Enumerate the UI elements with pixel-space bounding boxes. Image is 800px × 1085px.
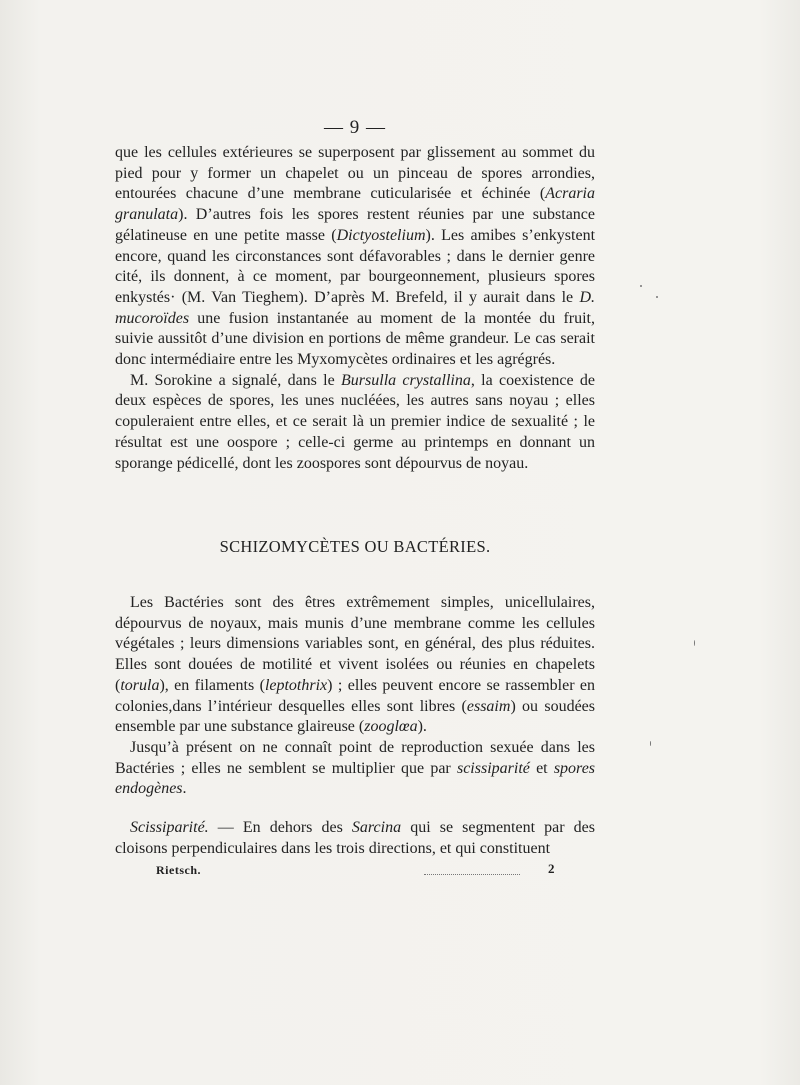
sheet-number: 2 (548, 861, 555, 876)
margin-speck (650, 741, 651, 746)
paragraph (115, 738, 595, 800)
text-run: ) ou soudées ensemble par une substance glaireuse ( (115, 697, 595, 736)
italic-text: Bursulla crystallina (341, 371, 471, 389)
margin-speck (640, 285, 642, 287)
text-run: qui se segmentent par des cloisons perpendiculaires dans les trois directions, et qui constituent (115, 819, 595, 857)
text-run: Jusqu’à présent on ne connaît point de reproduction sexuée dans les Bactéries ; elles ne semblent se multiplier que par (115, 738, 595, 777)
text-block-bottom (115, 818, 595, 859)
italic-text: Sarcina (351, 819, 402, 836)
text-run: et (529, 759, 554, 777)
text-run: ), en filaments ( (159, 676, 265, 694)
text-run: ). Les amibes s’enkystent encore, quand les circonstances sont défavorables ; dans le dernier genre cité, ils donnent, à ce moment, par bourgeonnement, plusieurs spores enkystés· (M. Van Tieghem). D’après M. Brefeld, il y aurait dans le (115, 226, 596, 306)
section-heading: SCHIZOMYCÈTES OU BACTÉRIES. (219, 537, 491, 556)
text-run: une fusion instantanée au moment de la montée du fruit, suivie aussitôt d’une division en portions de même grandeur. Le cas serait donc intermédiaire entre les Myxomycètes ordinaires et les agrégrés. (115, 309, 595, 369)
italic-text: leptothrix (264, 676, 328, 694)
text-run: , la coexistence de deux espèces de spores, les unes nucléées, les autres sans noyau ; elles copuleraient entre elles, et ce serait là un premier indice de sexualité ; le résultat est une oospore ; celle-ci germe au printemps en donnant un sporange pédicellé, dont les zoospores sont dépourvus de noyau. (115, 371, 595, 472)
text-run: M. Sorokine a signalé, dans le (130, 371, 342, 389)
margin-speck (656, 296, 658, 298)
text-run: Les Bactéries sont des êtres extrêmement simples, unicellulaires, dépourvus de noyaux, mais munis d’une membrane comme les cellules végétales ; leurs dimensions variables sont, en général, des plus réduites. Elles sont douées de motilité et vivent isolées ou réunies en chapelets ( (115, 594, 595, 694)
page-number: — 9 — (324, 117, 386, 138)
italic-text: Dictyostelium (336, 226, 426, 244)
margin-speck (694, 640, 695, 646)
text-run: ) ; elles peuvent encore se rassembler en colonies,dans l’intérieur desquelles elles sont libres ( (115, 676, 596, 715)
footer-rule (424, 874, 520, 875)
text-run: que les cellules extérieures se superposent par glissement au sommet du pied pour y former un chapelet ou un pinceau de spores arrondies, entourées chacune d’une membrane cuticularisée et échinée ( (115, 144, 595, 203)
italic-text: zooglœa (364, 718, 418, 736)
printer-signature: Rietsch. (156, 863, 201, 877)
paragraph (115, 143, 595, 371)
text-run: ). D’autres fois les spores restent réunies par une substance gélatineuse en une petite masse ( (115, 206, 595, 244)
text-run: — En dehors des (208, 819, 352, 836)
italic-text: Acraria granulata (115, 185, 595, 224)
italic-text: Scissiparité. (130, 819, 209, 836)
italic-text: scissiparité (456, 759, 530, 777)
text-block-top (115, 143, 595, 474)
italic-text: torula (120, 676, 160, 694)
paragraph (115, 818, 595, 859)
italic-text: D. mucoroïdes (115, 288, 595, 327)
italic-text: essaim (466, 697, 511, 715)
text-run: ). (417, 718, 427, 736)
text-block-middle (115, 593, 595, 800)
paragraph (115, 371, 595, 475)
paragraph (115, 593, 595, 738)
italic-text: spores endogènes (115, 759, 596, 798)
text-run: . (182, 780, 187, 798)
